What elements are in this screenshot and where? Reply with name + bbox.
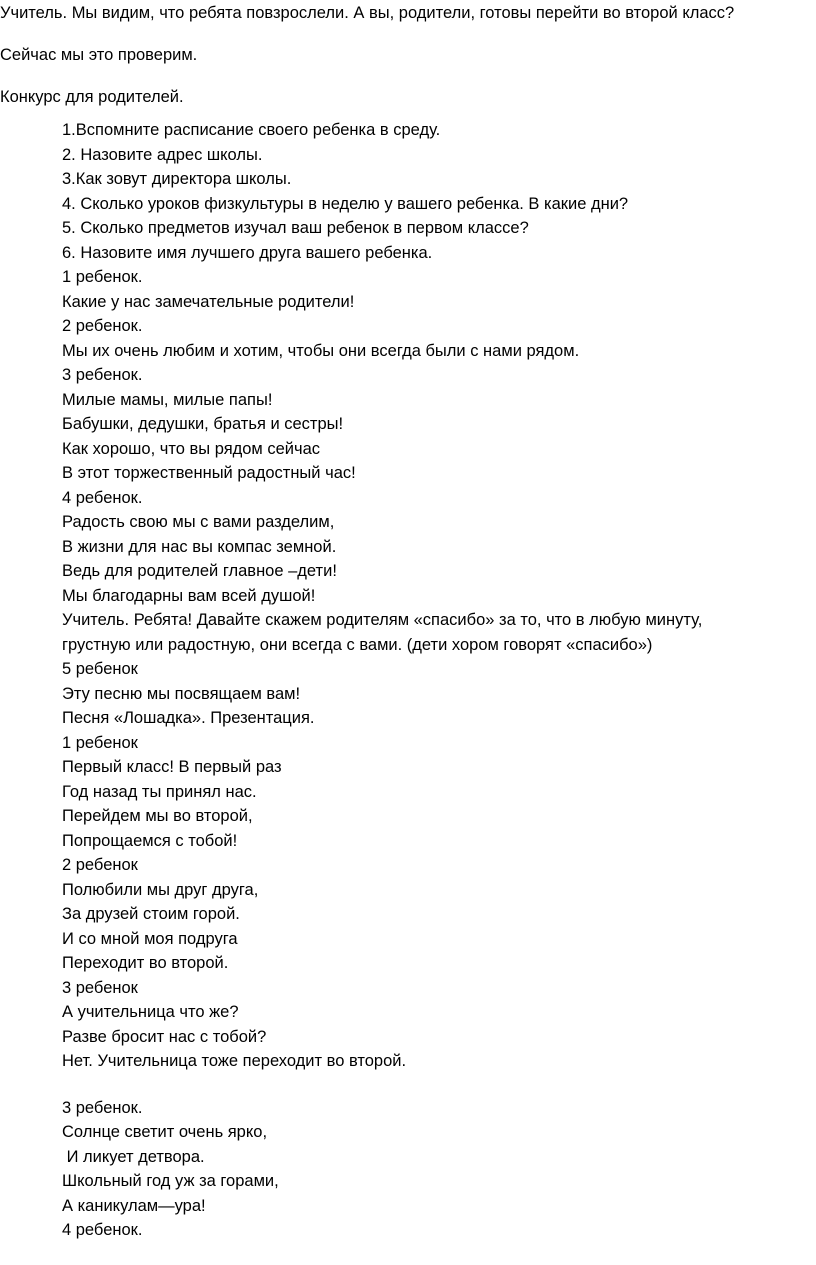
script-line: Переходит во второй.: [62, 954, 229, 972]
script-line: 3 ребенок.: [62, 1098, 143, 1117]
script-line: А учительница что же?: [62, 1003, 239, 1021]
script-line: За друзей стоим горой.: [62, 905, 240, 923]
script-line: Мы благодарны вам всей душой!: [62, 586, 316, 605]
script-line: Песня «Лошадка». Презентация.: [62, 709, 315, 727]
teacher-intro-line: Учитель. Мы видим, что ребята повзрослели. А вы, родители, готовы перейти во второй класс?: [0, 4, 735, 22]
script-line: Как хорошо, что вы рядом сейчас: [62, 439, 321, 458]
script-line: Учитель. Ребята! Давайте скажем родителям «спасибо» за то, что в любую минуту,: [62, 611, 703, 629]
blank-line: [62, 1074, 802, 1096]
script-line: Эту песню мы посвящаем вам!: [62, 684, 301, 703]
script-line: Год назад ты принял нас.: [62, 782, 257, 801]
script-line: 1.Вспомните расписание своего ребенка в среду.: [62, 121, 441, 139]
script-line: Радость свою мы с вами разделим,: [62, 513, 335, 531]
script-line: 5. Сколько предметов изучал ваш ребенок в первом классе?: [62, 219, 529, 237]
script-line: 1 ребенок.: [62, 268, 143, 286]
script-line: 4 ребенок.: [62, 1221, 143, 1239]
script-line: 2 ребенок: [62, 856, 138, 874]
script-line: Перейдем мы во второй,: [62, 807, 253, 825]
script-line: 4. Сколько уроков физкультуры в неделю у вашего ребенка. В какие дни?: [62, 194, 629, 213]
script-line: Солнце светит очень ярко,: [62, 1123, 268, 1141]
script-line: И со мной моя подруга: [62, 929, 238, 948]
script-line: Ведь для родителей главное –дети!: [62, 562, 337, 580]
script-line: 6. Назовите имя лучшего друга вашего ребенка.: [62, 243, 433, 262]
script-line: Какие у нас замечательные родители!: [62, 292, 355, 311]
intro-block: [0, 2, 810, 108]
script-line: Школьный год уж за горами,: [62, 1172, 279, 1190]
check-line: Сейчас мы это проверим.: [0, 46, 198, 64]
script-line: Первый класс! В первый раз: [62, 758, 282, 776]
script-line: Бабушки, дедушки, братья и сестры!: [62, 415, 344, 433]
script-line: 3 ребенок.: [62, 366, 143, 384]
script-line: 4 ребенок.: [62, 488, 143, 507]
script-line: Мы их очень любим и хотим, чтобы они всегда были с нами рядом.: [62, 341, 580, 360]
script-line: грустную или радостную, они всегда с вами. (дети хором говорят «спасибо»): [62, 635, 653, 654]
script-line: Полюбили мы друг друга,: [62, 880, 259, 899]
script-line: Попрощаемся с тобой!: [62, 831, 238, 850]
script-block: [62, 118, 802, 1243]
script-line: Милые мамы, милые папы!: [62, 390, 273, 409]
script-line: Нет. Учительница тоже переходит во второй.: [62, 1052, 407, 1070]
script-line: Разве бросит нас с тобой?: [62, 1027, 267, 1046]
script-line: 2 ребенок.: [62, 317, 143, 335]
script-line: А каникулам—ура!: [62, 1196, 206, 1215]
script-line: И ликует детвора.: [62, 1147, 205, 1166]
script-line: 1 ребенок: [62, 733, 138, 752]
script-line: 5 ребенок: [62, 660, 138, 678]
script-line: 2. Назовите адрес школы.: [62, 145, 263, 164]
script-line: 3.Как зовут директора школы.: [62, 170, 292, 188]
script-line: В жизни для нас вы компас земной.: [62, 537, 337, 556]
script-line: 3 ребенок: [62, 978, 138, 997]
script-line: В этот торжественный радостный час!: [62, 464, 356, 482]
contest-title: Конкурс для родителей.: [0, 88, 184, 106]
